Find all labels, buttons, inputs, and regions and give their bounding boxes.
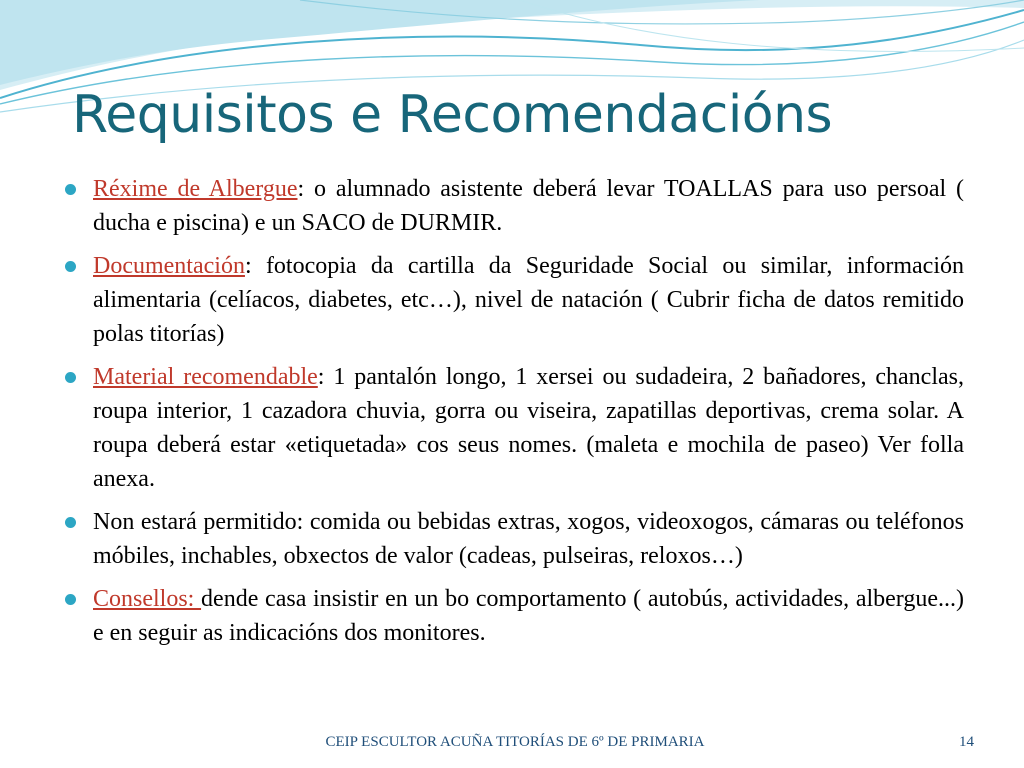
bullet-item (62, 505, 964, 573)
bullet-item (62, 360, 964, 496)
bullet-lead: Documentación (93, 253, 245, 279)
bullet-text: : fotocopia da cartilla da Seguridade Social ou similar, información alimentaria (celíacos, diabetes, etc…), nivel de natación ( Cubrir ficha de datos remitido polas titorías) (93, 253, 964, 347)
bullet-item (62, 249, 964, 351)
bullet-lead: Material recomendable (93, 364, 318, 390)
bullet-text: Non estará permitido: comida ou bebidas extras, xogos, videoxogos, cámaras ou teléfonos móbiles, inchables, obxectos de valor (cadeas, pulseiras, reloxos…) (93, 509, 964, 569)
bullet-lead: Consellos: (93, 586, 202, 612)
footer-text: CEIP ESCULTOR ACUÑA TITORÍAS DE 6º DE PRIMARIA (325, 734, 705, 750)
slide-title: Requisitos e Recomendacións (72, 85, 833, 145)
bullet-item (62, 582, 964, 650)
bullet-lead: Réxime de Albergue (93, 176, 298, 202)
bullet-dot-icon (65, 372, 76, 383)
bullet-text: : o alumnado asistente deberá levar TOALLAS para uso persoal ( ducha e piscina) e un SACO de DURMIR. (93, 176, 964, 236)
bullet-item (62, 172, 964, 240)
bullet-list (62, 172, 964, 659)
bullet-dot-icon (65, 517, 76, 528)
bullet-dot-icon (65, 594, 76, 605)
bullet-dot-icon (65, 261, 76, 272)
bullet-text: dende casa insistir en un bo comportamento ( autobús, actividades, albergue...) e en seguir as indicacións dos monitores. (93, 586, 965, 646)
bullet-dot-icon (65, 184, 76, 195)
page-number: 14 (959, 734, 974, 750)
wave-band-mid (0, 0, 760, 85)
bullet-text: : 1 pantalón longo, 1 xersei ou sudadeira, 2 bañadores, chanclas, roupa interior, 1 cazadora chuvia, gorra ou viseira, zapatillas deportivas, crema solar. A roupa deberá estar «etiquetada» cos seus nomes. (maleta e mochila de paseo) Ver folla anexa. (93, 364, 964, 492)
